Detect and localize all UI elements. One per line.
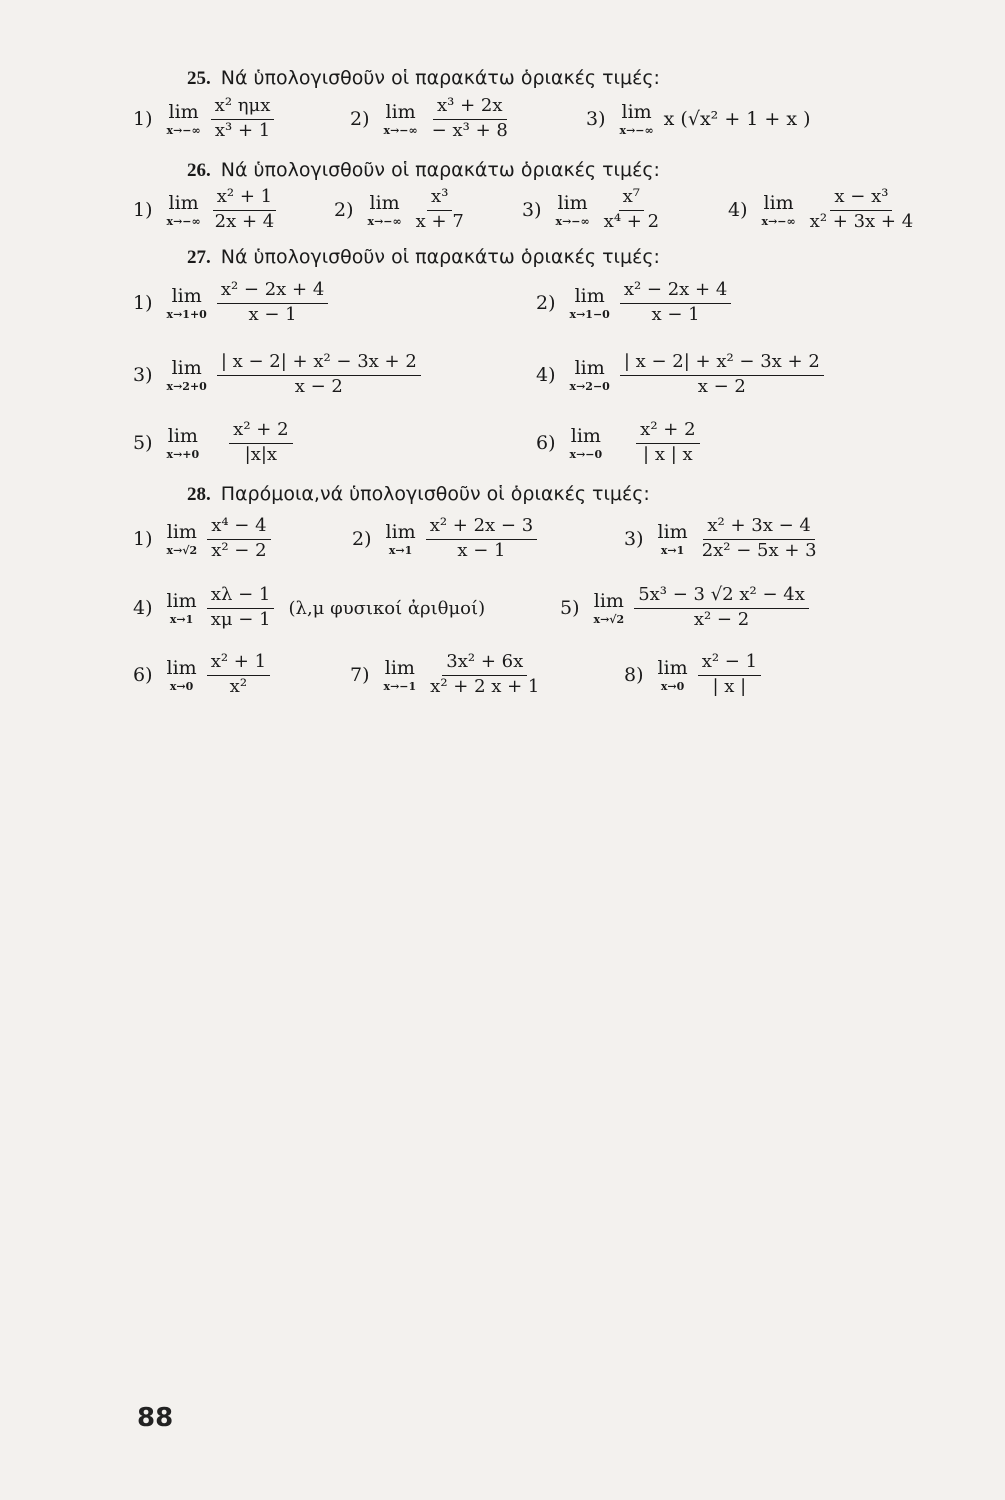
section-27-heading: [187, 246, 660, 269]
limit-operator: lim x→−∞: [383, 100, 418, 137]
exercise-label: 5): [133, 432, 153, 454]
exercise-label: 1): [133, 199, 153, 221]
exercise-27-5: [133, 420, 293, 466]
page-number: 88: [137, 1403, 174, 1433]
section-title: Παρόμοια,νά ὑπολογισθοῦν οἱ ὁριακές τιμές:: [220, 483, 650, 505]
fraction: $\frac{\text{x² + 3x − 4}}{\text{2x² − 5x + 3}}$: [701, 515, 817, 561]
section-title: Νά ὑπολογισθοῦν οἱ παρακάτω ὁριακές τιμές:: [220, 246, 660, 268]
limit-operator: lim x→0: [166, 656, 197, 693]
exercise-label: 3): [522, 199, 542, 221]
limit-operator: lim x→−∞: [761, 191, 796, 228]
exercise-26-4: [728, 187, 917, 233]
exercise-27-2: [536, 280, 731, 326]
fraction: $\frac{\text{x² + 2x − 3}}{x - 1}$: [426, 516, 537, 561]
exercise-label: 4): [536, 364, 556, 386]
limit-operator: lim x→−∞: [367, 191, 402, 228]
exercise-label: 3): [624, 528, 644, 550]
section-25-heading: [187, 67, 660, 90]
exercise-25-1: [133, 96, 274, 142]
exercise-28-8: [624, 652, 761, 698]
fraction: $\frac{\text{x³}}{x + 7}$: [415, 186, 464, 232]
exercise-label: 6): [133, 664, 153, 686]
exercise-26-1: [133, 187, 278, 233]
fraction: $\frac{x\lambda - 1}{x\mu - 1}$: [207, 585, 275, 630]
limit-operator: lim x→1+0: [166, 284, 207, 321]
exercise-label: 2): [334, 199, 354, 221]
exercise-label: 2): [352, 528, 372, 550]
fraction: $\frac{\text{| x − 2| + x² − 3x + 2}}{x - 2}$: [620, 352, 824, 397]
fraction: $\frac{\text{x² − 2x + 4}}{x - 1}$: [217, 280, 328, 325]
exercise-28-6: [133, 652, 270, 698]
exercise-label: 2): [350, 108, 370, 130]
section-number: 27.: [187, 247, 211, 268]
exercise-label: 8): [624, 664, 644, 686]
limit-operator: lim x→1: [166, 589, 197, 626]
fraction: $\frac{\text{x⁷}}{\text{x⁴ + 2}}$: [603, 186, 660, 232]
fraction: $\frac{\text{| x − 2| + x² − 3x + 2}}{x - 2}$: [217, 352, 421, 397]
limit-operator: lim x→1: [385, 520, 416, 557]
exercise-28-7: [350, 652, 543, 698]
fraction: $\frac{\text{3x² + 6x}}{\text{x² + 2 x + 1}}$: [430, 651, 540, 697]
section-28-heading: [187, 483, 650, 506]
exercise-label: 1): [133, 292, 153, 314]
limit-operator: lim x→−∞: [166, 100, 201, 137]
exercise-28-2: [352, 516, 537, 562]
exercise-label: 3): [133, 364, 153, 386]
exercise-label: 1): [133, 528, 153, 550]
exercise-label: 5): [560, 597, 580, 619]
limit-operator: lim x→√2: [166, 520, 198, 557]
exercise-label: 6): [536, 432, 556, 454]
fraction: $\frac{\text{x⁴ − 4}}{\text{x² − 2}}$: [207, 516, 270, 561]
exercise-label: 3): [586, 108, 606, 130]
exercise-27-3: [133, 352, 421, 398]
limit-operator: lim x→√2: [593, 589, 625, 626]
limit-operator: lim x→2−0: [569, 356, 610, 393]
exercise-label: 7): [350, 664, 370, 686]
fraction: $\frac{\text{x − x³}}{\text{x² + 3x + 4}}$: [809, 186, 914, 232]
section-title: Νά ὑπολογισθοῦν οἱ παρακάτω ὁριακές τιμές:: [220, 159, 660, 181]
exercise-note: (λ,μ φυσικοί ἀριθμοί): [288, 597, 486, 619]
fraction: $\frac{\text{x³ + 2x}}{\text{− x³ + 8}}$: [431, 95, 508, 141]
section-number: 26.: [187, 160, 211, 181]
section-26-heading: [187, 159, 660, 182]
exercise-28-4: [133, 585, 485, 631]
exercise-27-6: [536, 420, 700, 466]
exercise-label: 2): [536, 292, 556, 314]
section-number: 25.: [187, 68, 211, 89]
exercise-28-1: [133, 516, 271, 562]
exercise-26-2: [334, 187, 468, 233]
fraction: $\frac{\text{x² + 2}}{| x | x}$: [636, 420, 699, 465]
exercise-27-4: [536, 352, 824, 398]
limit-operator: lim x→−0: [569, 424, 603, 461]
fraction: $\frac{\text{x² − 2x + 4}}{x - 1}$: [620, 280, 731, 325]
section-title: Νά ὑπολογισθοῦν οἱ παρακάτω ὁριακές τιμές:: [220, 67, 660, 89]
limit-operator: lim x→2+0: [166, 356, 207, 393]
exercise-26-3: [522, 187, 663, 233]
limit-operator: lim x→0: [657, 656, 688, 693]
exercise-28-3: [624, 516, 821, 562]
limit-operator: lim x→−1: [383, 656, 417, 693]
limit-operator: lim x→−∞: [555, 191, 590, 228]
limit-operator: lim x→1: [657, 520, 688, 557]
fraction: $\frac{\text{5x³ − 3 √2 x² − 4x}}{\text{x² − 2}}$: [634, 585, 809, 630]
exercise-28-5: [560, 585, 809, 631]
exercise-label: 4): [133, 597, 153, 619]
exercise-25-3: [586, 96, 811, 142]
fraction: $\frac{\text{x² − 1}}{| x |}$: [698, 652, 761, 697]
exercise-25-2: [350, 96, 512, 142]
fraction: $\frac{\text{x² + 1}}{2x + 4}$: [214, 186, 275, 232]
exercise-27-1: [133, 280, 328, 326]
section-number: 28.: [187, 484, 211, 505]
fraction: $\frac{\text{x² + 1}}{\text{x²}}$: [207, 652, 270, 697]
expression: x (√x² + 1 + x ): [663, 108, 811, 130]
fraction: $\frac{\text{x² + 2}}{|x|x}$: [229, 420, 292, 465]
exercise-label: 4): [728, 199, 748, 221]
fraction: $\frac{\text{x² ημx}}{\text{x³ + 1}}$: [211, 96, 275, 141]
exercise-label: 1): [133, 108, 153, 130]
limit-operator: lim x→1−0: [569, 284, 610, 321]
limit-operator: lim x→−∞: [619, 100, 654, 137]
limit-operator: lim x→−∞: [166, 191, 201, 228]
limit-operator: lim x→+0: [166, 424, 200, 461]
